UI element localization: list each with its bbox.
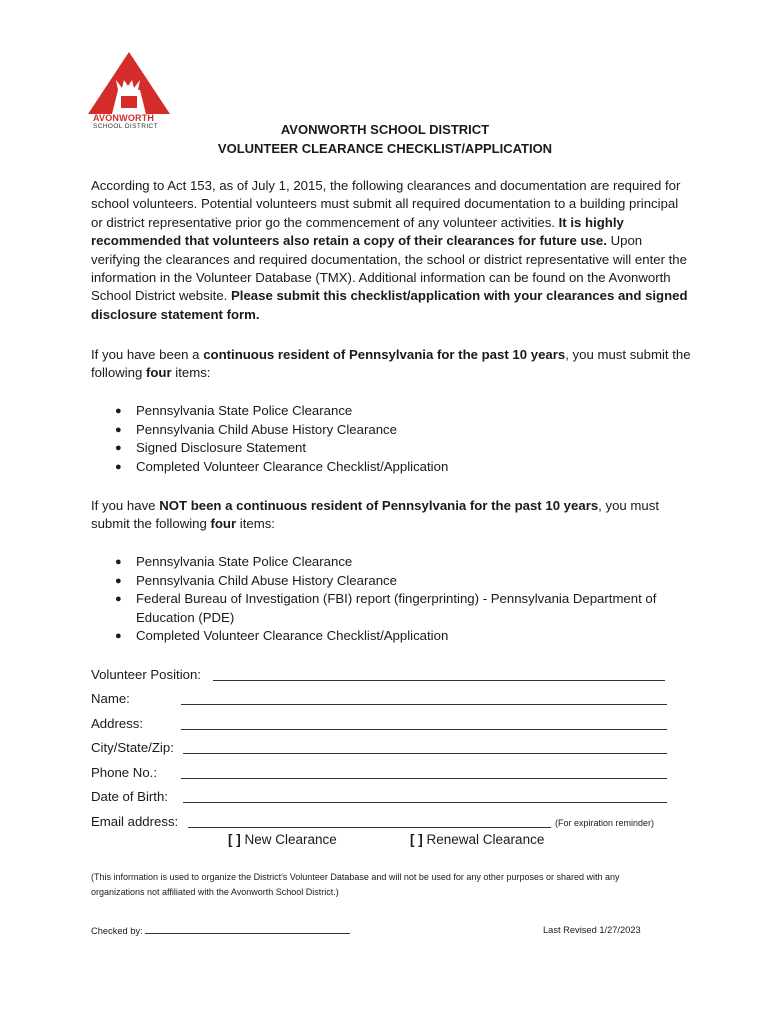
list-item xyxy=(91,439,691,458)
address-label: Address: xyxy=(91,716,144,731)
dob-field[interactable] xyxy=(183,788,667,803)
intro-text-1: According to Act 153, as of July 1, 2015, the following clearances and documentation are required for school volunteers. Potential volunteers must submit all required documentation to a building principal or district representative prior go the commencement of any volunteer activities. xyxy=(91,178,681,230)
email-field[interactable] xyxy=(188,813,551,828)
intro-paragraph xyxy=(91,177,691,324)
resident-bold: continuous resident of Pennsylvania for the past 10 years xyxy=(203,347,566,362)
resident-items-list xyxy=(91,402,691,476)
list-item-text: Signed Disclosure Statement xyxy=(136,440,307,456)
last-revised: Last Revised 1/27/2023 xyxy=(543,925,641,935)
resident-text-mid: , you must submit the following xyxy=(91,347,691,381)
logo-name: AVONWORTH xyxy=(93,113,155,123)
bullet-icon: ● xyxy=(115,556,122,568)
nonresident-items-list xyxy=(91,553,691,646)
nonresident-bold: NOT been a continuous resident of Pennsylvania for the past 10 years xyxy=(159,498,599,513)
list-item xyxy=(91,458,691,477)
bullet-icon: ● xyxy=(115,405,122,417)
privacy-note: (This information is used to organize the District's Volunteer Database and will not be used for any other purposes or shared with any organizations not affiliated with the Avonworth School District.) xyxy=(91,872,620,897)
renewal-clearance-label: Renewal Clearance xyxy=(426,832,545,847)
volunteer-position-field[interactable] xyxy=(213,666,665,681)
list-item-text: Completed Volunteer Clearance Checklist/Application xyxy=(136,458,449,474)
nonresident-text-pre: If you have xyxy=(91,498,160,513)
resident-text-pre: If you have been a xyxy=(91,347,204,362)
email-label: Email address: xyxy=(91,814,179,829)
document-subtitle: VOLUNTEER CLEARANCE CHECKLIST/APPLICATION xyxy=(217,141,553,156)
volunteer-position-row xyxy=(91,666,671,684)
phone-row xyxy=(91,764,671,782)
phone-field[interactable] xyxy=(181,764,667,779)
nonresident-text-post: items: xyxy=(236,516,275,532)
new-clearance-checkbox[interactable]: [ ] xyxy=(228,832,241,847)
name-label: Name: xyxy=(91,691,130,706)
bullet-icon: ● xyxy=(115,593,122,606)
name-field[interactable] xyxy=(181,690,667,705)
nonresident-paragraph xyxy=(91,497,691,534)
list-item xyxy=(91,590,691,627)
resident-text-post: items: xyxy=(171,365,211,381)
list-item xyxy=(91,553,691,572)
resident-count: four xyxy=(145,365,172,381)
phone-label: Phone No.: xyxy=(91,765,157,780)
city-state-zip-label: City/State/Zip: xyxy=(91,740,174,755)
bullet-icon: ● xyxy=(115,460,122,473)
bullet-icon: ● xyxy=(115,574,122,587)
intro-text-2: Upon verifying the clearances and required documentation, the school or district representative will enter the information in the Volunteer Database (TMX). Additional information can be found on the Avonworth School District website. xyxy=(91,233,687,304)
bullet-icon: ● xyxy=(115,630,122,643)
checked-by-row xyxy=(91,925,350,936)
list-item-text: Pennsylvania State Police Clearance xyxy=(136,403,353,418)
intro-bold-1: It is highly recommended that volunteers also retain a copy of their clearances for future use. xyxy=(91,214,624,249)
address-row xyxy=(91,715,671,733)
list-item-text: Pennsylvania Child Abuse History Clearance xyxy=(136,421,397,437)
nonresident-count: four xyxy=(210,516,237,532)
list-item-text: Completed Volunteer Clearance Checklist/Application xyxy=(136,628,449,644)
renewal-clearance-checkbox[interactable]: [ ] xyxy=(410,832,423,847)
city-state-zip-field[interactable] xyxy=(183,739,667,754)
list-item xyxy=(91,421,691,440)
new-clearance-label: New Clearance xyxy=(244,832,337,847)
logo-subtitle: SCHOOL DISTRICT xyxy=(93,123,158,130)
intro-bold-2: Please submit this checklist/application with your clearances and signed disclosure statement form. xyxy=(91,288,688,322)
renewal-clearance-option[interactable] xyxy=(410,832,544,847)
bullet-icon: ● xyxy=(115,442,122,455)
document-title: AVONWORTH SCHOOL DISTRICT xyxy=(280,122,490,137)
bullet-icon: ● xyxy=(115,423,122,436)
list-item xyxy=(91,402,691,421)
volunteer-position-label: Volunteer Position: xyxy=(91,667,201,682)
new-clearance-option[interactable] xyxy=(228,832,337,847)
list-item-text: Pennsylvania Child Abuse History Clearance xyxy=(136,572,397,588)
dob-row xyxy=(91,788,671,806)
list-item xyxy=(91,627,691,646)
checked-by-label: Checked by: xyxy=(91,926,143,936)
city-state-zip-row xyxy=(91,739,671,757)
resident-paragraph xyxy=(91,346,691,383)
list-item xyxy=(91,572,691,591)
list-item-text: Pennsylvania State Police Clearance xyxy=(136,554,353,569)
address-field[interactable] xyxy=(181,715,667,730)
list-item-text: Federal Bureau of Investigation (FBI) report (fingerprinting) - Pennsylvania Department of Education (PDE) xyxy=(136,591,657,625)
email-note: (For expiration reminder) xyxy=(555,818,655,828)
checked-by-field[interactable] xyxy=(145,925,350,934)
name-row xyxy=(91,690,671,708)
dob-label: Date of Birth: xyxy=(91,789,168,804)
nonresident-text-mid: , you must submit the following xyxy=(91,498,659,532)
